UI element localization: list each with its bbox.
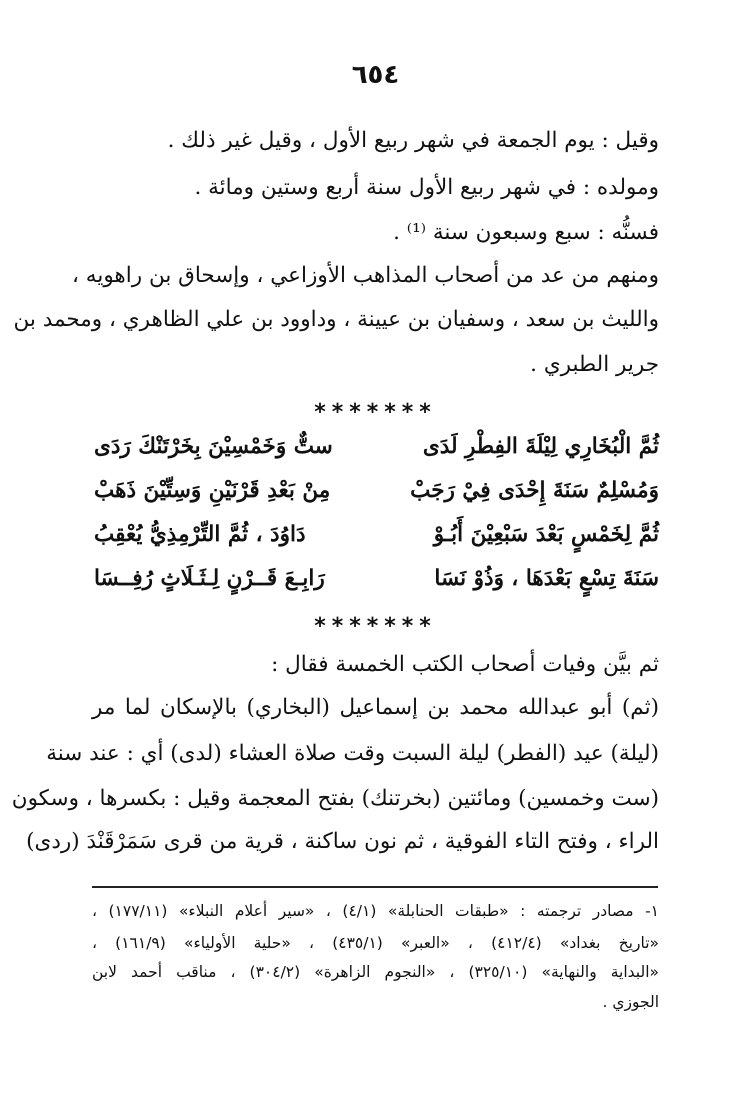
text-line: ومنهم من عد من أصحاب المذاهب الأوزاعي ، وإسحاق بن راهويه ،: [72, 263, 659, 288]
footnote-line: «تاريخ بغداد» (٤١٢/٤) ، «العبر» (٤٣٥/١) ، «حلية الأولياء» (١٦١/٩) ،: [92, 934, 659, 952]
footnote-line: «البداية والنهاية» (٣٢٥/١٠) ، «النجوم الزاهرة» (٣٠٤/٢) ، مناقب أحمد لابن: [92, 963, 659, 981]
poem-verse: [94, 434, 659, 474]
verse-second-hemistich: دَاوُدَ ، ثُمَّ التِّرْمِذِيُّ يُعْقِبُ: [94, 522, 306, 547]
poem-verse: [94, 566, 659, 606]
verse-first-hemistich: ثُمَّ لِخَمْسٍ بَعْدَ سَبْعِيْنَ أَبُـوْ: [433, 522, 659, 547]
page-number: ٦٥٤: [351, 60, 400, 90]
verse-first-hemistich: وَمُسْلِمٌ سَنَةَ إِحْدَى فِيْ رَجَبْ: [410, 478, 659, 503]
text-line: (ثم) أبو عبدالله محمد بن إسماعيل (البخاري) بالإسكان لما مر: [92, 695, 659, 720]
verse-first-hemistich: سَنَةَ تِسْعٍ بَعْدَهَا ، وَذُوْ نَسَا: [434, 566, 659, 591]
footnote-divider: [92, 886, 658, 888]
section-separator: *******: [314, 400, 437, 425]
verse-first-hemistich: ثُمَّ الْبُخَارِي لِيْلَةَ الفِطْرِ لَدَى: [422, 434, 659, 459]
footnote-line: الجوزي .: [602, 993, 659, 1011]
text-line: جرير الطبري .: [530, 352, 659, 377]
section-separator: *******: [314, 614, 437, 639]
verse-second-hemistich: رَابِـعَ قَــرْنٍ لِـثَـلَاثٍ رُفِــسَا: [94, 566, 325, 591]
verse-second-hemistich: مِنْ بَعْدِ قَرْنَيْنِ وَسِتِّيْنَ ذَهَبْ: [94, 478, 331, 503]
text-line: (ليلة) عيد (الفطر) ليلة السبت وقت صلاة العشاء (لدى) أي : عند سنة: [46, 741, 659, 766]
text-line: والليث بن سعد ، وسفيان بن عيينة ، وداوود بن علي الظاهري ، ومحمد بن: [13, 307, 659, 332]
verse-second-hemistich: ستٌّ وَخَمْسِيْنَ بِخَرْتَنْكَ رَدَى: [94, 434, 333, 459]
text-line: وقيل : يوم الجمعة في شهر ربيع الأول ، وقيل غير ذلك .: [167, 128, 659, 153]
text-line: فسنُّه : سبع وسبعون سنة ⁽¹⁾ .: [393, 220, 659, 245]
poem-verse: [94, 478, 659, 518]
poem-verse: [94, 522, 659, 562]
text-line: (ست وخمسين) ومائتين (بخرتنك) بفتح المعجمة وقيل : بكسرها ، وسكون: [11, 786, 659, 811]
footnote-line: ١- مصادر ترجمته : «طبقات الحنابلة» (٤/١) ، «سير أعلام النبلاء» (١٧٧/١١) ،: [92, 902, 659, 920]
text-line: الراء ، وفتح التاء الفوقية ، ثم نون ساكنة ، قرية من قرى سَمَرْقَنْدَ (ردى): [26, 829, 659, 854]
text-line: ثم بيَّن وفيات أصحاب الكتب الخمسة فقال :: [271, 652, 659, 677]
text-line: ومولده : في شهر ربيع الأول سنة أربع وستين ومائة .: [194, 175, 659, 200]
